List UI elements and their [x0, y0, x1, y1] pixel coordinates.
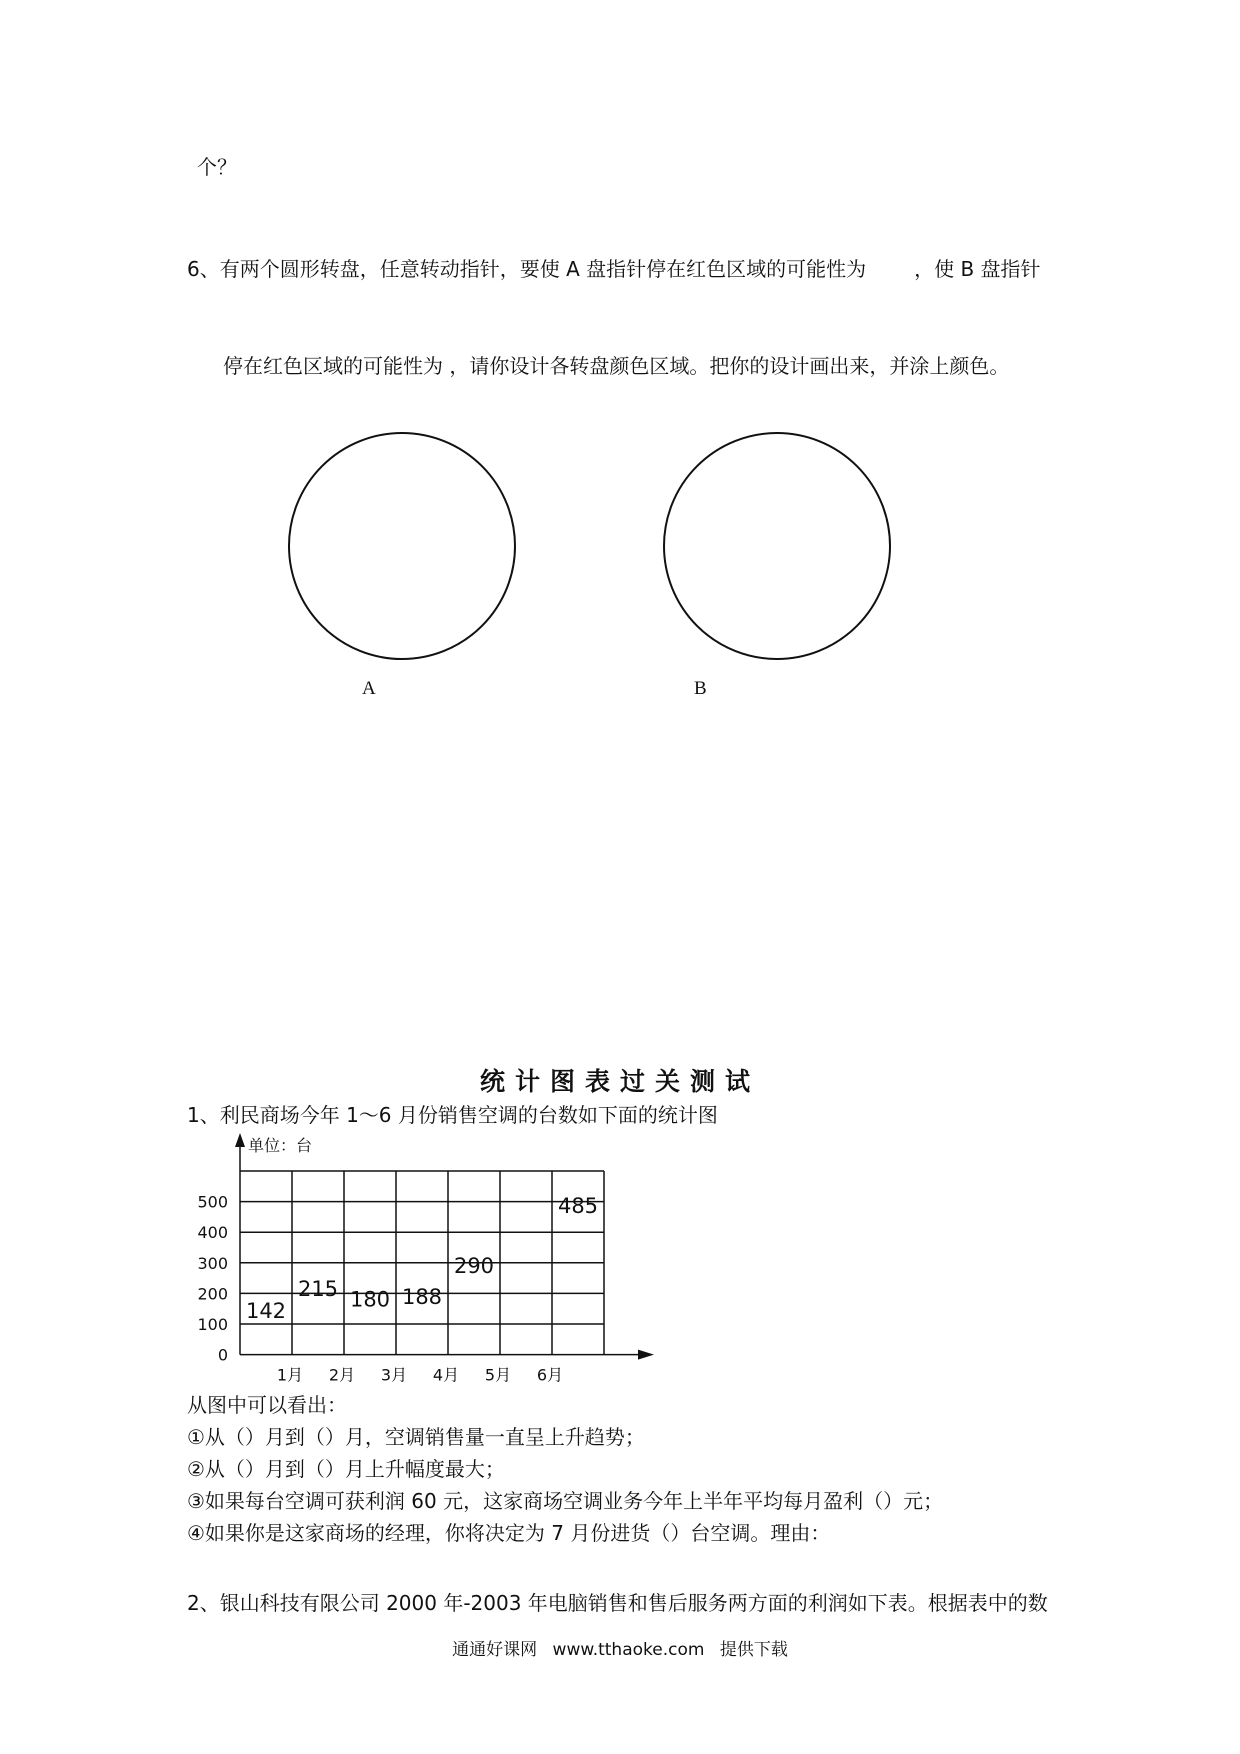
y-axis-label: 单位：台: [248, 1136, 313, 1155]
x-tick-label: 4月: [432, 1365, 460, 1385]
question-1-item-1: ①从（）月到（）月，空调销售量一直呈上升趋势；: [187, 1425, 645, 1449]
question-6-part-2: ，使 B 盘指针: [914, 257, 1041, 281]
x-tick-label: 3月: [380, 1365, 408, 1385]
x-tick-label: 6月: [536, 1365, 564, 1385]
data-label: 290: [453, 1253, 495, 1278]
spinner-label-b: B: [694, 678, 707, 699]
y-tick-label: 200: [197, 1284, 228, 1304]
question-1-item-2: ②从（）月到（）月上升幅度最大；: [187, 1457, 505, 1481]
page-footer: [0, 1635, 1240, 1660]
x-tick-label: 5月: [484, 1365, 512, 1385]
question-1-lead: 从图中可以看出：: [187, 1393, 347, 1417]
data-label: 215: [297, 1276, 339, 1301]
data-label: 188: [401, 1285, 443, 1310]
data-label: 180: [349, 1287, 391, 1312]
data-label: 142: [245, 1299, 287, 1324]
question-6-part-1: 6、有两个圆形转盘，任意转动指针，要使 A 盘指针停在红色区域的可能性为: [187, 257, 867, 281]
question-2-intro: 2、银山科技有限公司 2000 年-2003 年电脑销售和售后服务两方面的利润如下表。根据表中的数: [187, 1591, 1048, 1615]
y-axis-arrow: [235, 1133, 245, 1147]
x-tick-label: 2月: [328, 1365, 356, 1385]
spinner-label-a: A: [362, 678, 376, 699]
y-tick-label: 100: [197, 1315, 228, 1334]
x-tick-label: 1月: [276, 1365, 304, 1385]
question-1-item-4: ④如果你是这家商场的经理，你将决定为 7 月份进货（）台空调。理由：: [187, 1521, 831, 1545]
y-tick-label: 400: [197, 1223, 228, 1243]
question-6-line-2: 停在红色区域的可能性为 ，请你设计各转盘颜色区域。把你的设计画出来，并涂上颜色。: [223, 354, 1010, 378]
footer-note: 提供下载: [719, 1640, 788, 1660]
footer-url: www.tthaoke.com: [552, 1640, 705, 1660]
sales-chart: [0, 0, 700, 1400]
question-1-intro: 1、利民商场今年 1～6 月份销售空调的台数如下面的统计图: [187, 1103, 718, 1127]
data-label: 485: [557, 1194, 599, 1219]
x-axis-arrow: [638, 1350, 654, 1360]
question-5-tail: 个？: [197, 155, 237, 179]
y-tick-label: 0: [217, 1345, 228, 1365]
footer-site: 通通好课网: [452, 1640, 538, 1660]
section-title: 统计图表过关测试: [479, 1067, 760, 1096]
question-1-item-3: ③如果每台空调可获利润 60 元，这家商场空调业务今年上半年平均每月盈利（）元；: [187, 1489, 944, 1513]
y-tick-label: 500: [197, 1192, 228, 1212]
y-tick-label: 300: [197, 1253, 228, 1273]
